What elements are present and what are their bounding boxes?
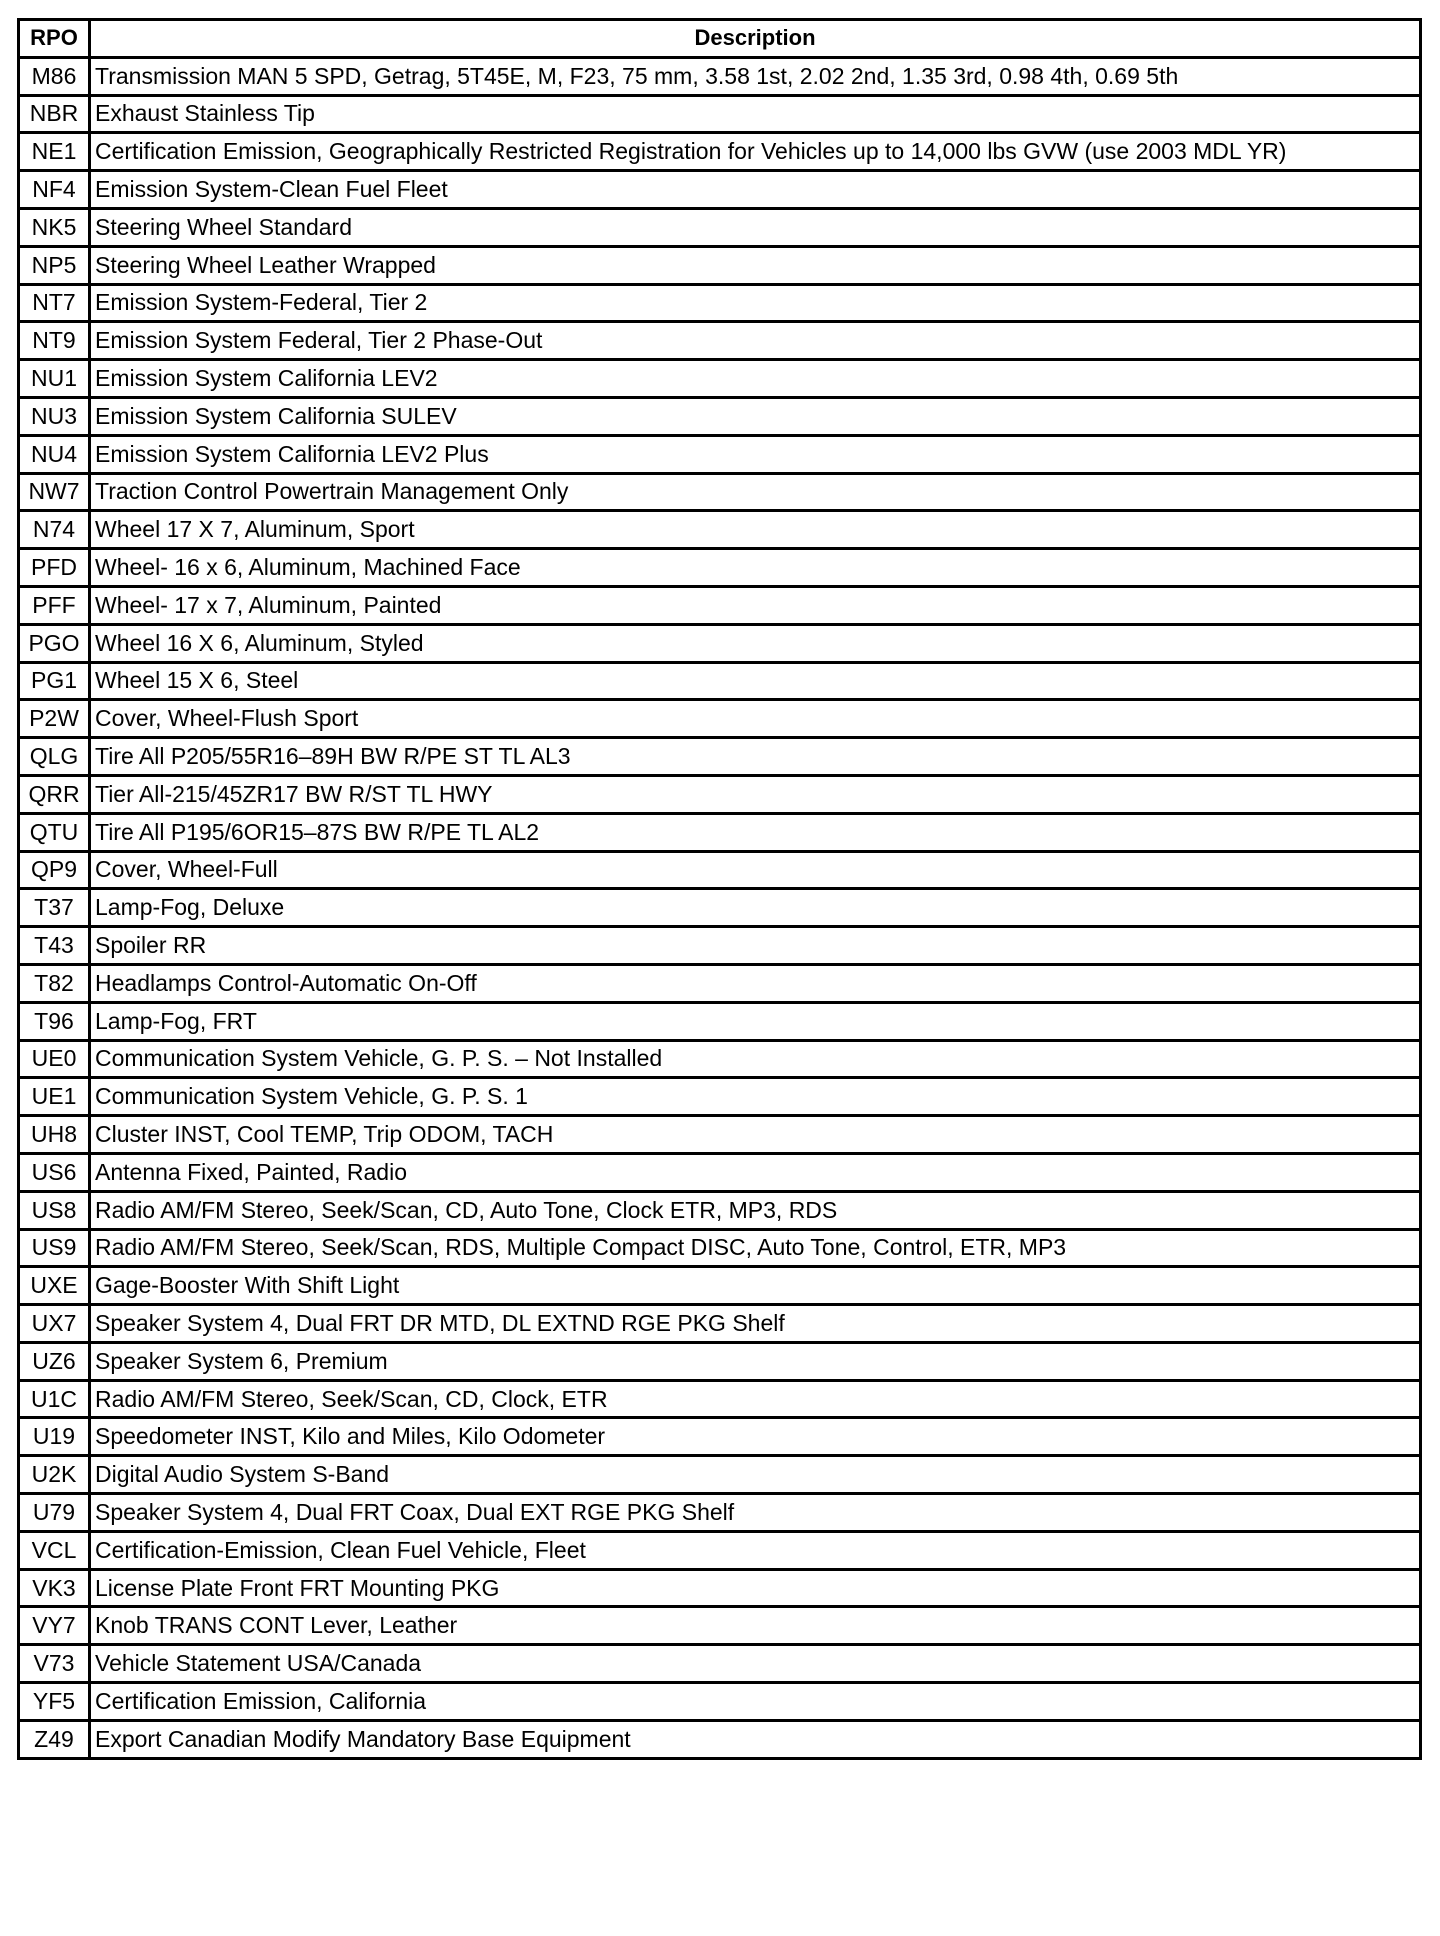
table-row [19, 1191, 1421, 1229]
table-row [19, 964, 1421, 1002]
rpo-code-cell: QLG [19, 738, 90, 776]
rpo-code-cell: QP9 [19, 851, 90, 889]
description-column-header: Description [90, 20, 1421, 58]
rpo-code-cell: NU1 [19, 360, 90, 398]
rpo-code-cell: T43 [19, 927, 90, 965]
description-cell: Antenna Fixed, Painted, Radio [90, 1153, 1421, 1191]
description-cell: Certification-Emission, Clean Fuel Vehicle, Fleet [90, 1531, 1421, 1569]
table-row [19, 549, 1421, 587]
table-row [19, 1531, 1421, 1569]
table-row [19, 1229, 1421, 1267]
rpo-code-cell: VCL [19, 1531, 90, 1569]
table-row [19, 1267, 1421, 1305]
table-row [19, 1418, 1421, 1456]
description-cell: Lamp-Fog, Deluxe [90, 889, 1421, 927]
table-row [19, 1342, 1421, 1380]
rpo-code-cell: UE1 [19, 1078, 90, 1116]
description-cell: Communication System Vehicle, G. P. S. – Not Installed [90, 1040, 1421, 1078]
rpo-code-cell: NU4 [19, 435, 90, 473]
description-cell: Wheel 16 X 6, Aluminum, Styled [90, 624, 1421, 662]
rpo-code-cell: UXE [19, 1267, 90, 1305]
description-cell: Digital Audio System S-Band [90, 1456, 1421, 1494]
table-row [19, 1305, 1421, 1343]
header-row [19, 20, 1421, 58]
table-row [19, 1040, 1421, 1078]
table-row [19, 397, 1421, 435]
rpo-code-cell: U79 [19, 1494, 90, 1532]
table-row [19, 322, 1421, 360]
description-cell: Wheel- 17 x 7, Aluminum, Painted [90, 586, 1421, 624]
rpo-code-cell: PG1 [19, 662, 90, 700]
rpo-code-cell: US8 [19, 1191, 90, 1229]
description-cell: Emission System Federal, Tier 2 Phase-Out [90, 322, 1421, 360]
table-row [19, 927, 1421, 965]
rpo-code-cell: NP5 [19, 246, 90, 284]
rpo-code-cell: PGO [19, 624, 90, 662]
rpo-code-cell: N74 [19, 511, 90, 549]
description-cell: Cover, Wheel-Full [90, 851, 1421, 889]
description-cell: Emission System-Clean Fuel Fleet [90, 171, 1421, 209]
rpo-code-cell: T37 [19, 889, 90, 927]
table-row [19, 1683, 1421, 1721]
description-cell: Exhaust Stainless Tip [90, 95, 1421, 133]
table-row [19, 360, 1421, 398]
description-cell: Tier All-215/45ZR17 BW R/ST TL HWY [90, 775, 1421, 813]
description-cell: Export Canadian Modify Mandatory Base Equipment [90, 1720, 1421, 1758]
description-cell: Wheel 17 X 7, Aluminum, Sport [90, 511, 1421, 549]
rpo-code-cell: VK3 [19, 1569, 90, 1607]
description-cell: Emission System California LEV2 Plus [90, 435, 1421, 473]
description-cell: Vehicle Statement USA/Canada [90, 1645, 1421, 1683]
rpo-code-cell: US9 [19, 1229, 90, 1267]
rpo-table [17, 18, 1422, 1760]
table-row [19, 889, 1421, 927]
table-row [19, 1456, 1421, 1494]
rpo-code-cell: UH8 [19, 1116, 90, 1154]
table-row [19, 95, 1421, 133]
rpo-code-cell: NT7 [19, 284, 90, 322]
table-row [19, 851, 1421, 889]
table-row [19, 775, 1421, 813]
rpo-code-cell: NU3 [19, 397, 90, 435]
description-cell: Lamp-Fog, FRT [90, 1002, 1421, 1040]
table-row [19, 171, 1421, 209]
table-row [19, 133, 1421, 171]
table-row [19, 435, 1421, 473]
rpo-code-cell: P2W [19, 700, 90, 738]
description-cell: Communication System Vehicle, G. P. S. 1 [90, 1078, 1421, 1116]
rpo-column-header: RPO [19, 20, 90, 58]
table-row [19, 1116, 1421, 1154]
description-cell: Steering Wheel Leather Wrapped [90, 246, 1421, 284]
rpo-code-cell: Z49 [19, 1720, 90, 1758]
table-body [19, 57, 1421, 1758]
table-row [19, 1002, 1421, 1040]
description-cell: Headlamps Control-Automatic On-Off [90, 964, 1421, 1002]
rpo-code-cell: V73 [19, 1645, 90, 1683]
table-row [19, 57, 1421, 95]
rpo-code-cell: U19 [19, 1418, 90, 1456]
table-row [19, 624, 1421, 662]
rpo-code-cell: NF4 [19, 171, 90, 209]
table-row [19, 586, 1421, 624]
description-cell: Emission System-Federal, Tier 2 [90, 284, 1421, 322]
description-cell: Speaker System 4, Dual FRT Coax, Dual EXT RGE PKG Shelf [90, 1494, 1421, 1532]
table-row [19, 246, 1421, 284]
rpo-code-cell: NBR [19, 95, 90, 133]
rpo-code-cell: U2K [19, 1456, 90, 1494]
description-cell: Cluster INST, Cool TEMP, Trip ODOM, TACH [90, 1116, 1421, 1154]
rpo-code-cell: US6 [19, 1153, 90, 1191]
description-cell: Certification Emission, California [90, 1683, 1421, 1721]
description-cell: Emission System California LEV2 [90, 360, 1421, 398]
description-cell: Emission System California SULEV [90, 397, 1421, 435]
table-row [19, 1494, 1421, 1532]
table-row [19, 1078, 1421, 1116]
description-cell: License Plate Front FRT Mounting PKG [90, 1569, 1421, 1607]
description-cell: Spoiler RR [90, 927, 1421, 965]
table-row [19, 1645, 1421, 1683]
rpo-code-cell: QTU [19, 813, 90, 851]
table-row [19, 1720, 1421, 1758]
rpo-code-cell: PFD [19, 549, 90, 587]
rpo-code-cell: YF5 [19, 1683, 90, 1721]
description-cell: Wheel- 16 x 6, Aluminum, Machined Face [90, 549, 1421, 587]
description-cell: Tire All P205/55R16–89H BW R/PE ST TL AL3 [90, 738, 1421, 776]
table-row [19, 1607, 1421, 1645]
rpo-code-cell: M86 [19, 57, 90, 95]
description-cell: Steering Wheel Standard [90, 208, 1421, 246]
description-cell: Radio AM/FM Stereo, Seek/Scan, CD, Clock, ETR [90, 1380, 1421, 1418]
description-cell: Speaker System 4, Dual FRT DR MTD, DL EXTND RGE PKG Shelf [90, 1305, 1421, 1343]
table-row [19, 662, 1421, 700]
rpo-code-cell: T82 [19, 964, 90, 1002]
description-cell: Certification Emission, Geographically Restricted Registration for Vehicles up to 14,000 lbs GVW (use 2003 MDL YR) [90, 133, 1421, 171]
description-cell: Tire All P195/6OR15–87S BW R/PE TL AL2 [90, 813, 1421, 851]
description-cell: Radio AM/FM Stereo, Seek/Scan, RDS, Multiple Compact DISC, Auto Tone, Control, ETR, MP3 [90, 1229, 1421, 1267]
table-row [19, 1569, 1421, 1607]
table-row [19, 1380, 1421, 1418]
rpo-code-sheet [17, 18, 1419, 1760]
rpo-code-cell: UX7 [19, 1305, 90, 1343]
rpo-code-cell: NT9 [19, 322, 90, 360]
table-row [19, 738, 1421, 776]
rpo-code-cell: NK5 [19, 208, 90, 246]
description-cell: Cover, Wheel-Flush Sport [90, 700, 1421, 738]
description-cell: Transmission MAN 5 SPD, Getrag, 5T45E, M, F23, 75 mm, 3.58 1st, 2.02 2nd, 1.35 3rd, 0.98 4th, 0.69 5th [90, 57, 1421, 95]
table-row [19, 208, 1421, 246]
description-cell: Gage-Booster With Shift Light [90, 1267, 1421, 1305]
rpo-code-cell: UZ6 [19, 1342, 90, 1380]
rpo-code-cell: PFF [19, 586, 90, 624]
rpo-code-cell: VY7 [19, 1607, 90, 1645]
description-cell: Radio AM/FM Stereo, Seek/Scan, CD, Auto Tone, Clock ETR, MP3, RDS [90, 1191, 1421, 1229]
table-row [19, 813, 1421, 851]
description-cell: Traction Control Powertrain Management Only [90, 473, 1421, 511]
rpo-code-cell: UE0 [19, 1040, 90, 1078]
table-row [19, 700, 1421, 738]
rpo-code-cell: U1C [19, 1380, 90, 1418]
description-cell: Speedometer INST, Kilo and Miles, Kilo Odometer [90, 1418, 1421, 1456]
table-row [19, 473, 1421, 511]
rpo-code-cell: NW7 [19, 473, 90, 511]
rpo-code-cell: NE1 [19, 133, 90, 171]
rpo-code-cell: QRR [19, 775, 90, 813]
description-cell: Wheel 15 X 6, Steel [90, 662, 1421, 700]
rpo-code-cell: T96 [19, 1002, 90, 1040]
table-row [19, 284, 1421, 322]
table-row [19, 1153, 1421, 1191]
description-cell: Speaker System 6, Premium [90, 1342, 1421, 1380]
description-cell: Knob TRANS CONT Lever, Leather [90, 1607, 1421, 1645]
table-row [19, 511, 1421, 549]
